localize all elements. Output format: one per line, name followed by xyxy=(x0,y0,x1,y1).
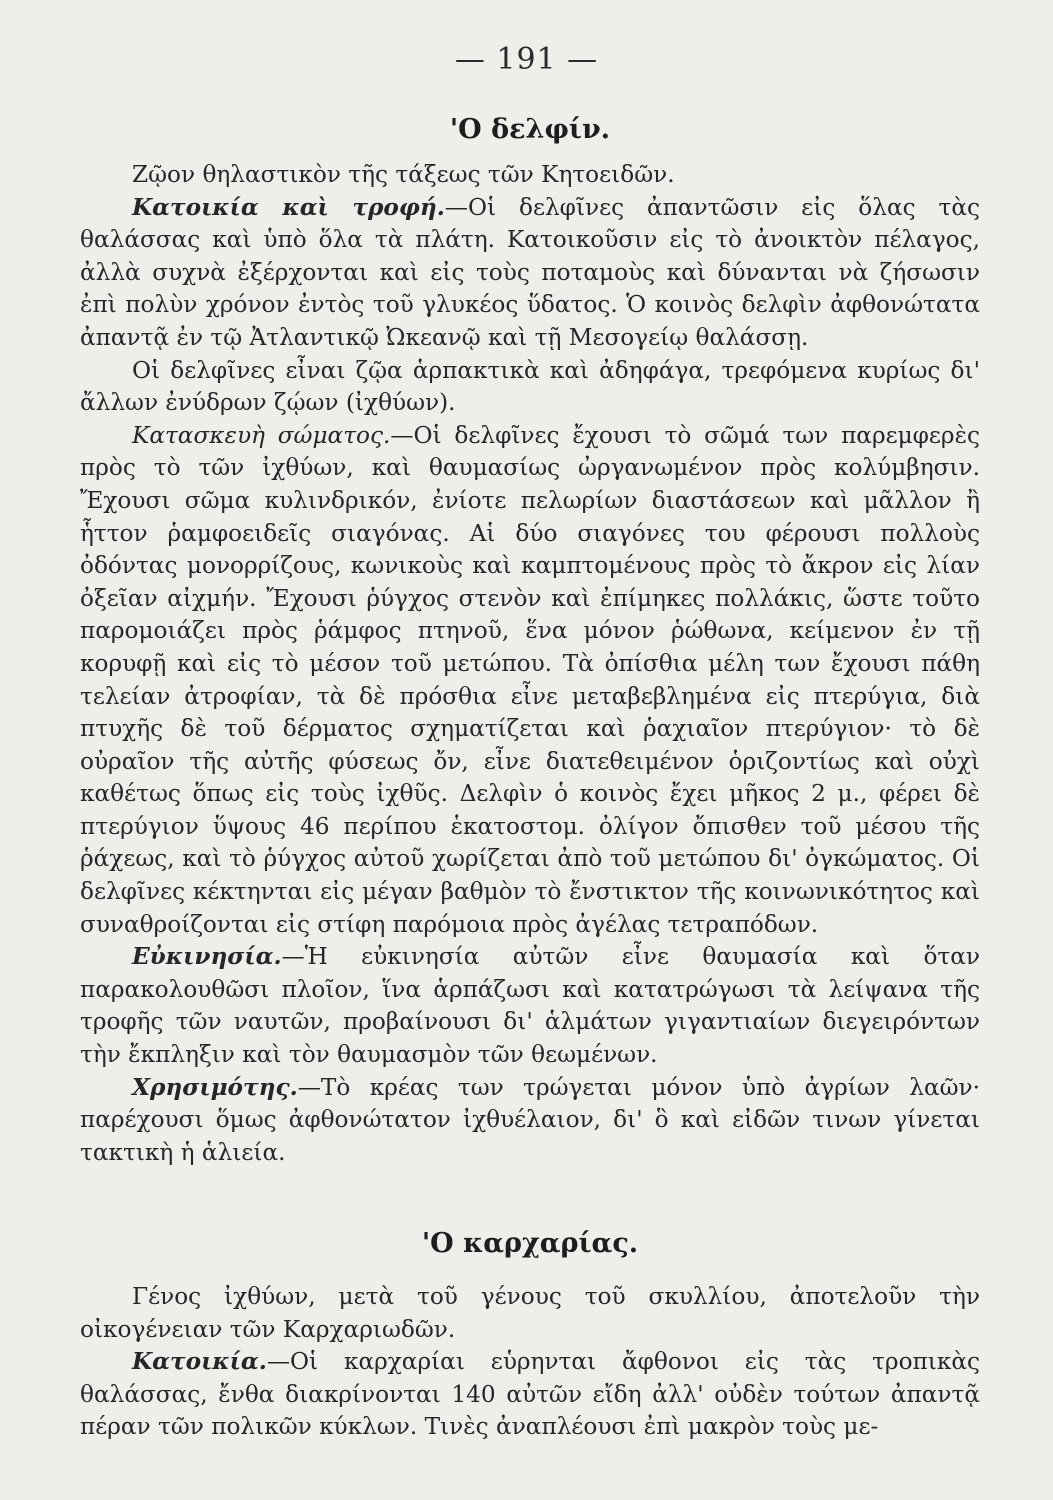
paragraph-heading: Χρησιμότης. xyxy=(132,1073,298,1101)
paragraph xyxy=(80,192,980,355)
paragraph-heading: Κατοικία. xyxy=(132,1348,267,1376)
paragraph xyxy=(80,355,980,420)
section-title: 'Ο δελφίν. xyxy=(449,114,611,145)
paragraph-text: —Οἱ καρχαρίαι εὑρηνται ἄφθονοι εἰς τὰς τροπικὰς θαλάσσας, ἔνθα διακρίνονται 140 αὐτῶν εἴδη ἀλλ' οὐδὲν τούτων ἀπαντᾷ πέραν τῶν πολικῶν κύκλων. Τινὲς ἀναπλέουσι ἐπὶ μακρὸν τοὺς με- xyxy=(80,1348,980,1441)
page-number: — 191 — xyxy=(454,42,599,77)
section-shark xyxy=(80,1228,980,1444)
paragraph xyxy=(80,420,980,942)
paragraph xyxy=(80,941,980,1071)
paragraph xyxy=(80,1072,980,1170)
paragraph xyxy=(80,1346,980,1444)
paragraph-text: Γένος ἰχθύων, μετὰ τοῦ γένους τοῦ σκυλλίου, ἀποτελοῦν τὴν οἰκογένειαν τῶν Καρχαριωδῶν. xyxy=(80,1283,980,1343)
paragraph-text: —Οἱ δελφῖνες ἔχουσι τὸ σῶμά των παρεμφερὲς πρὸς τὸ τῶν ἰχθύων, καὶ θαυμασίως ὠργανωμένον πρὸς κολύμβησιν. Ἔχουσι σῶμα κυλινδρικόν, ἐνίοτε πελωρίων διαστάσεων καὶ μᾶλλον ἢ ἧττον ῥαμφοειδεῖς σιαγόνας. Αἱ δύο σιαγόνες του φέρουσι πολλοὺς ὀδόντας μονορρίζους, κωνικοὺς καὶ καμπτομένους πρὸς τὸ ἄκρον εἰς λίαν ὀξεῖαν αἰχμήν. Ἔχουσι ῥύγχος στενὸν καὶ ἐπίμηκες πολλάκις, ὥστε τοῦτο παρομοιάζει πρὸς ῥάμφος πτηνοῦ, ἕνα μόνον ῥώθωνα, κείμενον ἐν τῇ κορυφῇ καὶ εἰς τὸ μέσον τοῦ μετώπου. Τὰ ὀπίσθια μέλη των ἔχουσι πάθη τελείαν ἀτροφίαν, τὰ δὲ πρόσθια εἶνε μεταβεβλημένα εἰς πτερύγια, διὰ πτυχῆς δὲ τοῦ δέρματος σχηματίζεται καὶ ῥαχιαῖον πτερύγιον· τὸ δὲ οὐραῖον τῆς αὐτῆς φύσεως ὄν, εἶνε διατεθειμένον ὁριζοντίως καὶ οὐχὶ καθέτως ὅπως εἰς τοὺς ἰχθῦς. Δελφὶν ὁ κοινὸς ἔχει μῆκος 2 μ., φέρει δὲ πτερύγιον ὕψους 46 περίπου ἑκατοστομ. ὀλίγον ὄπισθεν τοῦ μέσου τῆς ῥάχεως, καὶ τὸ ῥύγχος αὐτοῦ χωρίζεται ἀπὸ τοῦ μετώπου δι' ὀγκώματος. Οἱ δελφῖνες κέκτηνται εἰς μέγαν βαθμὸν τὸ ἔνστικτον τῆς κοινωνικότητος καὶ συναθροίζονται εἰς στίφη παρόμοια πρὸς ἀγέλας τετραπόδων. xyxy=(80,421,980,938)
paragraph-heading: Εὐκινησία. xyxy=(132,943,282,971)
paragraph-text: —Οἱ δελφῖνες ἀπαντῶσιν εἰς ὅλας τὰς θαλάσσας καὶ ὑπὸ ὅλα τὰ πλάτη. Κατοικοῦσιν εἰς τὸ ἀνοικτὸν πέλαγος, ἀλλὰ συχνὰ ἐξέρχονται καὶ εἰς τοὺς ποταμοὺς καὶ δύνανται νὰ ζήσωσιν ἐπὶ πολὺν χρόνον ἐντὸς τοῦ γλυκέος ὕδατος. Ὁ κοινὸς δελφὶν ἀφθονώτατα ἀπαντᾷ ἐν τῷ Ἀτλαντικῷ Ὠκεανῷ καὶ τῇ Μεσογείῳ θαλάσσῃ. xyxy=(80,193,980,351)
paragraph-heading: Κατοικία καὶ τροφή. xyxy=(132,193,445,221)
paragraph-text: —Τὸ κρέας των τρώγεται μόνον ὑπὸ ἀγρίων λαῶν· παρέχουσι ὅμως ἀφθονώτατον ἰχθυέλαιον, δι' ὃ καὶ εἰδῶν τινων γίνεται τακτικὴ ἡ ἁλιεία. xyxy=(80,1073,980,1166)
section-title: 'Ο καρχαρίας. xyxy=(421,1228,639,1259)
paragraph xyxy=(80,159,980,192)
paragraph-text: —Ἡ εὐκινησία αὐτῶν εἶνε θαυμασία καὶ ὅταν παρακολουθῶσι πλοῖον, ἵνα ἁρπάζωσι καὶ κατατρώγωσι τὰ λείψανα τῆς τροφῆς τῶν ναυτῶν, προβαίνουσι δι' ἁλμάτων γιγαντιαίων διεγειρόντων τὴν ἔκπληξιν καὶ τὸν θαυμασμὸν τῶν θεωμένων. xyxy=(80,943,980,1069)
paragraph-heading: Κατασκευὴ σώματος. xyxy=(132,421,391,449)
paragraph-text: Ζῷον θηλαστικὸν τῆς τάξεως τῶν Κητοειδῶν. xyxy=(132,161,675,188)
paragraph xyxy=(80,1281,980,1346)
section-dolphin xyxy=(80,114,980,1169)
paragraph-text: Οἱ δελφῖνες εἶναι ζῷα ἁρπακτικὰ καὶ ἀδηφάγα, τρεφόμενα κυρίως δι' ἄλλων ἐνύδρων ζῴων (ἰχθύων). xyxy=(80,356,980,417)
